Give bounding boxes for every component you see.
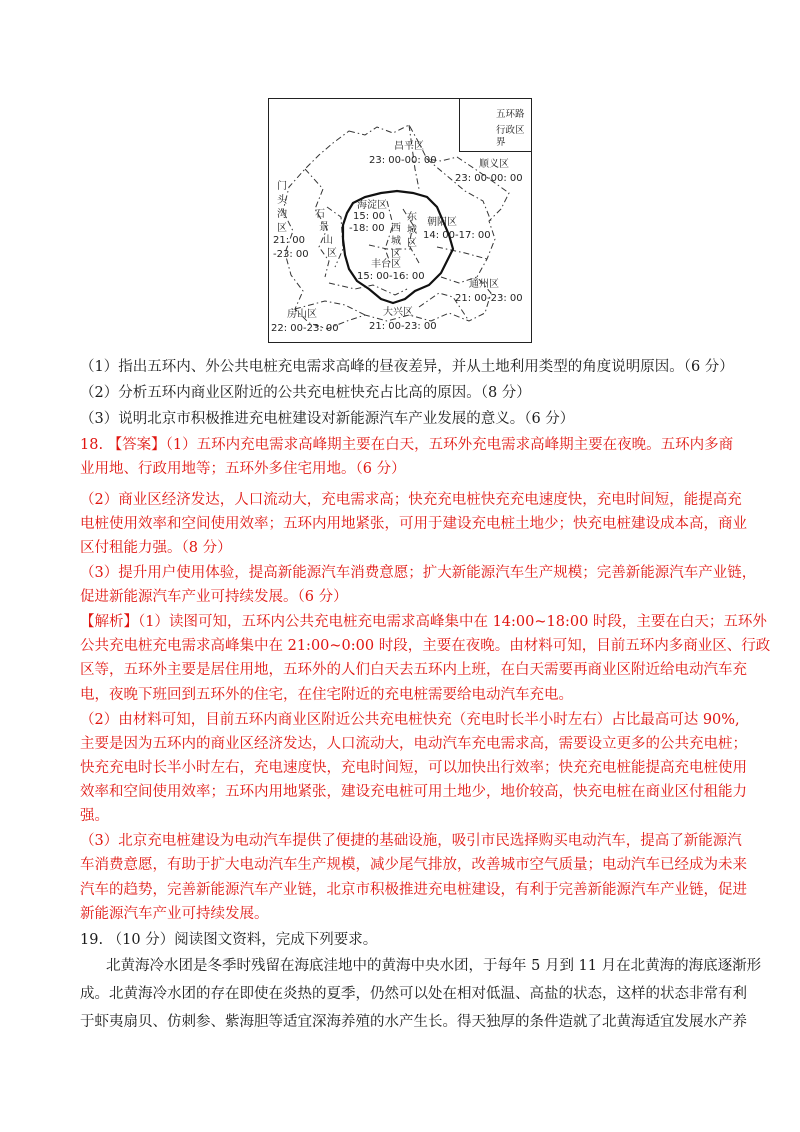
time-mentougou-2: -23: 00 xyxy=(273,249,309,260)
analysis-line: 区等，五环外主要是居住用地，五环外的人们白天去五环内上班，在白天需要再商业区附近给电动汽车充 xyxy=(80,662,747,678)
question-19-text: 于虾夷扇贝、仿刺参、紫海胆等适宜深海养殖的水产生长。得天独厚的条件造就了北黄海适宜发展水产养 xyxy=(80,1014,747,1030)
legend-ring-road: 五环路 xyxy=(496,109,525,120)
answer-line: 区付租能力强。（8 分） xyxy=(80,540,232,556)
label-chaoyang: 朝阳区 xyxy=(427,217,457,228)
label-dongcheng-1: 东 xyxy=(407,212,417,223)
label-fangshan: 房山区 xyxy=(287,309,317,320)
label-shijingshan-2: 景 xyxy=(319,222,329,233)
analysis-line: （3）北京充电桩建设为电动汽车提供了便捷的基础设施，吸引市民选择购买电动汽车，提高了新能源汽 xyxy=(80,833,742,849)
analysis-line: 强。 xyxy=(80,808,109,824)
label-mentougou-2: 头 xyxy=(277,195,287,206)
label-xicheng-3: 区 xyxy=(391,249,401,260)
label-shijingshan-4: 区 xyxy=(327,248,337,259)
question-1: （1）指出五环内、外公共电桩充电需求高峰的昼夜差异，并从土地利用类型的角度说明原因。（6 分） xyxy=(80,359,734,375)
label-mentougou-4: 区 xyxy=(277,223,287,234)
analysis-line: 快充充电时长半小时左右，充电速度快，充电时间短，可以加快出行效率；快充充电桩能提高充电桩使用 xyxy=(80,760,747,776)
question-19-text: 成。北黄海冷水团的存在即使在炎热的夏季，仍然可以处在相对低温、高盐的状态，这样的状态非常有利 xyxy=(80,986,747,1002)
label-haidian: 海淀区 xyxy=(357,200,387,211)
analysis-line: （2）由材料可知，目前五环内商业区附近公共充电桩快充（充电时长半小时左右）占比最高可达 90%, xyxy=(80,712,740,728)
question-19-title: 19. （10 分）阅读图文资料，完成下列要求。 xyxy=(80,932,378,948)
time-haidian-1: 15: 00 xyxy=(353,211,385,222)
analysis-line: 公共充电桩充电需求高峰集中在 21:00~0:00 时段，主要在夜晚。由材料可知，目前五环内多商业区、行政 xyxy=(80,638,771,654)
label-dongcheng-3: 区 xyxy=(407,238,417,249)
label-shijingshan-1: 石 xyxy=(315,209,325,220)
legend-admin-boundary-2: 界 xyxy=(496,137,506,148)
beijing-charging-map xyxy=(268,98,532,343)
label-fengtai: 丰台区 xyxy=(371,259,401,270)
label-xicheng-2: 城 xyxy=(391,236,401,247)
analysis-line: 电，夜晚下班回到五环外的住宅，在住宅附近的充电桩需要给电动汽车充电。 xyxy=(80,687,573,703)
answer-line: 促进新能源汽车产业可持续发展。（6 分） xyxy=(80,589,348,605)
question-19-text: 北黄海冷水团是冬季时残留在海底洼地中的黄海中央水团，于每年 5 月到 11 月在北黄海的海底逐渐形 xyxy=(106,958,762,974)
label-changping: 昌平区 xyxy=(394,141,424,152)
label-mentougou-3: 沟 xyxy=(277,209,287,220)
question-2: （2）分析五环内商业区附近的公共充电桩快充占比高的原因。（8 分） xyxy=(80,385,531,401)
legend-admin-boundary: 行政区 xyxy=(496,125,525,136)
label-xicheng-1: 西 xyxy=(391,223,401,234)
label-shijingshan-3: 山 xyxy=(323,235,333,246)
map-legend xyxy=(459,98,532,152)
time-mentougou-1: 21: 00 xyxy=(273,235,305,246)
time-tongzhou: 21: 00-23: 00 xyxy=(455,293,523,304)
label-tongzhou: 通州区 xyxy=(469,279,499,290)
label-daxing: 大兴区 xyxy=(383,307,413,318)
label-shunyi: 顺义区 xyxy=(479,159,509,170)
question-3: （3）说明北京市积极推进充电桩建设对新能源汽车产业发展的意义。（6 分） xyxy=(80,411,575,427)
analysis-line: 效率和空间使用效率；五环内用地紧张，建设充电桩可用土地少，地价较高，快充电桩在商业区付租能力 xyxy=(80,784,747,800)
analysis-line: 主要是因为五环内的商业区经济发达，人口流动大，电动汽车充电需求高，需要设立更多的公共充电桩； xyxy=(80,736,747,752)
label-mentougou-1: 门 xyxy=(277,181,287,192)
answer-line: 18. 【答案】（1）五环内充电需求高峰期主要在白天，五环外充电需求高峰期主要在夜晚。五环内多商 xyxy=(80,437,734,453)
time-chaoyang: 14: 00-17: 00 xyxy=(423,230,491,241)
answer-line: （3）提升用户使用体验，提高新能源汽车消费意愿；扩大新能源汽车生产规模；完善新能源汽车产业链， xyxy=(80,565,757,581)
analysis-line: 【解析】（1）读图可知，五环内公共充电桩充电需求高峰集中在 14:00~18:00 时段，主要在白天；五环外 xyxy=(80,614,767,630)
analysis-line: 车消费意愿，有助于扩大电动汽车生产规模，减少尾气排放，改善城市空气质量；电动汽车已经成为未来 xyxy=(80,857,747,873)
time-fangshan: 22: 00-23: 00 xyxy=(271,323,339,334)
analysis-line: 新能源汽车产业可持续发展。 xyxy=(80,906,269,922)
analysis-line: 汽车的趋势，完善新能源汽车产业链，北京市积极推进充电桩建设，有利于完善新能源汽车产业链，促进 xyxy=(80,882,747,898)
answer-line: （2）商业区经济发达，人口流动大，充电需求高；快充充电桩快充充电速度快，充电时间短，能提高充 xyxy=(80,492,742,508)
time-daxing: 21: 00-23: 00 xyxy=(369,321,437,332)
time-haidian-2: -18: 00 xyxy=(349,223,385,234)
answer-line: 业用地、行政用地等；五环外多住宅用地。（6 分） xyxy=(80,461,406,477)
time-shunyi: 23: 00-00: 00 xyxy=(455,173,523,184)
label-dongcheng-2: 城 xyxy=(407,225,417,236)
time-fengtai: 15: 00-16: 00 xyxy=(357,271,425,282)
time-changping: 23: 00-00: 00 xyxy=(369,155,437,166)
answer-line: 电桩使用效率和空间使用效率；五环内用地紧张，可用于建设充电桩土地少；快充电桩建设成本高，商业 xyxy=(80,516,747,532)
